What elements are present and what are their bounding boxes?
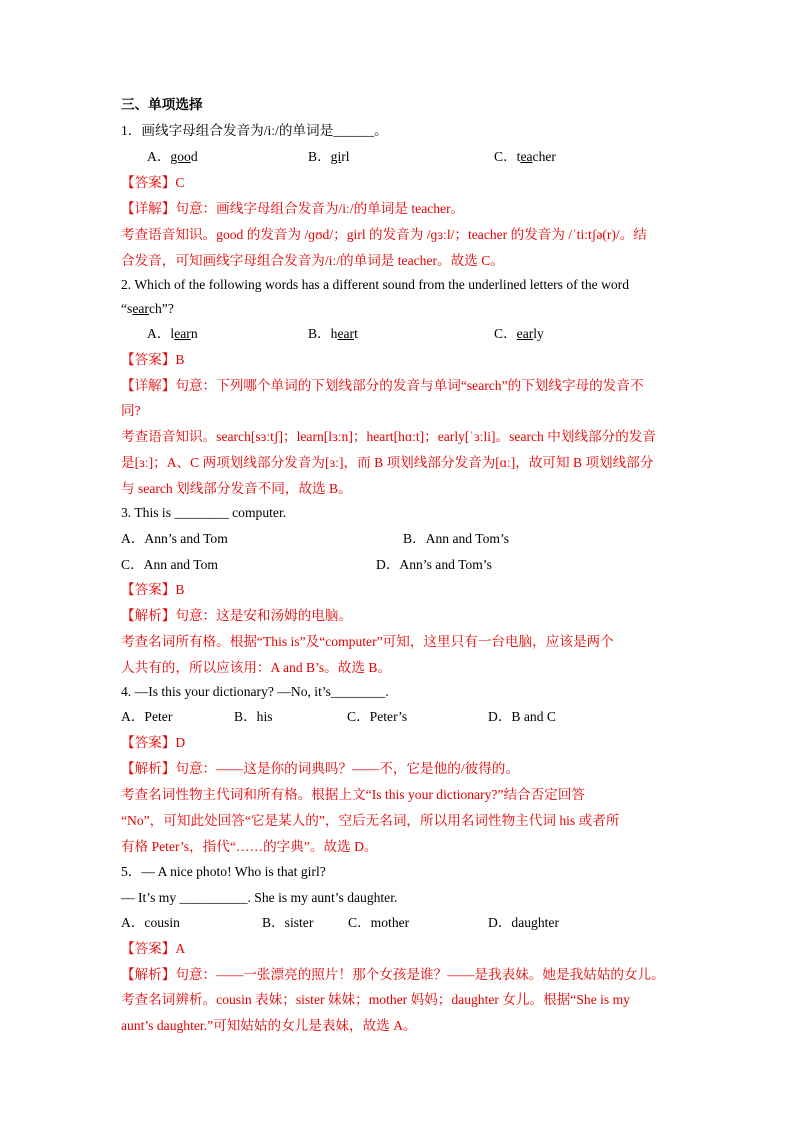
question-3-stem: 3. This is ________ computer.	[121, 505, 287, 520]
question-4-stem: 4. —Is this your dictionary? —No, it’s________.	[121, 684, 389, 699]
question-4-explain-3: “No”，可知此处回答“它是某人的”，空后无名词，所以用名词性物主代词 his 或者所	[121, 813, 620, 828]
question-2-option-c: C．early	[494, 326, 544, 341]
question-4-answer: 【答案】D	[121, 735, 186, 750]
question-2-stem-2: “search”?	[121, 301, 174, 316]
question-2-answer: 【答案】B	[121, 352, 185, 367]
question-5-stem-1: 5．— A nice photo! Who is that girl?	[121, 864, 326, 879]
question-1-stem: 1．画线字母组合发音为/iː/的单词是______。	[121, 123, 388, 138]
section-title: 三、单项选择	[121, 97, 203, 112]
question-1-option-a: A．good	[147, 149, 198, 164]
question-1-option-c: C．teacher	[494, 149, 556, 164]
question-3-explain-2: 考查名词所有格。根据“This is”及“computer”可知，这里只有一台电脑，应该是两个	[121, 634, 614, 649]
question-3-option-a: A．Ann’s and Tom	[121, 531, 228, 546]
question-2-explain-1: 【详解】句意：下列哪个单词的下划线部分的发音与单词“search”的下划线字母的发音不	[121, 378, 644, 393]
question-4-option-d: D．B and C	[488, 709, 556, 724]
question-3-explain-1: 【解析】句意：这是安和汤姆的电脑。	[121, 608, 353, 623]
question-5-explain-1: 【解析】句意：——一张漂亮的照片！那个女孩是谁？——是我表妹。她是我姑姑的女儿。	[121, 967, 665, 982]
question-1-explain-2: 考查语音知识。good 的发音为 /ɡʊd/；girl 的发音为 /ɡɜːl/；teacher 的发音为 /ˈtiːtʃə(r)/。结	[121, 227, 647, 242]
question-4-option-a: A．Peter	[121, 709, 173, 724]
question-2-explain-2: 同?	[121, 403, 141, 418]
question-5-option-b: B．sister	[262, 915, 314, 930]
question-5-option-a: A．cousin	[121, 915, 180, 930]
question-1-option-b: B．girl	[308, 149, 350, 164]
question-4-explain-1: 【解析】句意：——这是你的词典吗？——不，它是他的/彼得的。	[121, 761, 519, 776]
question-1-explain-1: 【详解】句意：画线字母组合发音为/iː/的单词是 teacher。	[121, 201, 465, 216]
question-4-option-b: B．his	[234, 709, 273, 724]
question-2-explain-4: 是[ɜː]；A、C 两项划线部分发音为[ɜː]，而 B 项划线部分发音为[ɑː]，故可知 B 项划线部分	[121, 455, 654, 470]
question-2-explain-3: 考查语音知识。search[sɜːtʃ]；learn[lɜːn]；heart[hɑːt]；early[ˈɜːli]。search 中划线部分的发音	[121, 429, 656, 444]
question-4-option-c: C．Peter’s	[347, 709, 408, 724]
question-5-answer: 【答案】A	[121, 941, 186, 956]
question-2-option-b: B．heart	[308, 326, 358, 341]
question-2-stem-1: 2. Which of the following words has a different sound from the underlined letters of the word	[121, 277, 630, 292]
question-2-option-a: A．learn	[147, 326, 198, 341]
question-3-answer: 【答案】B	[121, 582, 185, 597]
question-1-answer: 【答案】C	[121, 175, 185, 190]
question-5-option-d: D．daughter	[488, 915, 559, 930]
question-5-explain-2: 考查名词辨析。cousin 表妹；sister 妹妹；mother 妈妈；daughter 女儿。根据“She is my	[121, 992, 630, 1007]
question-5-stem-2: — It’s my __________. She is my aunt’s daughter.	[121, 890, 398, 905]
question-3-explain-3: 人共有的，所以应该用：A and B’s。故选 B。	[121, 660, 391, 675]
question-1-explain-3: 合发音，可知画线字母组合发音为/iː/的单词是 teacher。故选 C。	[121, 253, 504, 268]
question-3-option-b: B．Ann and Tom’s	[403, 531, 510, 546]
question-3-option-d: D．Ann’s and Tom’s	[376, 557, 492, 572]
question-5-option-c: C．mother	[348, 915, 410, 930]
question-4-explain-2: 考查名词性物主代词和所有格。根据上文“Is this your dictionary?”结合否定回答	[121, 787, 586, 802]
question-2-explain-5: 与 search 划线部分发音不同，故选 B。	[121, 481, 352, 496]
question-4-explain-4: 有格 Peter’s，指代“……的字典”。故选 D。	[121, 839, 378, 854]
question-3-option-c: C．Ann and Tom	[121, 557, 218, 572]
question-5-explain-3: aunt’s daughter.”可知姑姑的女儿是表妹，故选 A。	[121, 1018, 417, 1033]
